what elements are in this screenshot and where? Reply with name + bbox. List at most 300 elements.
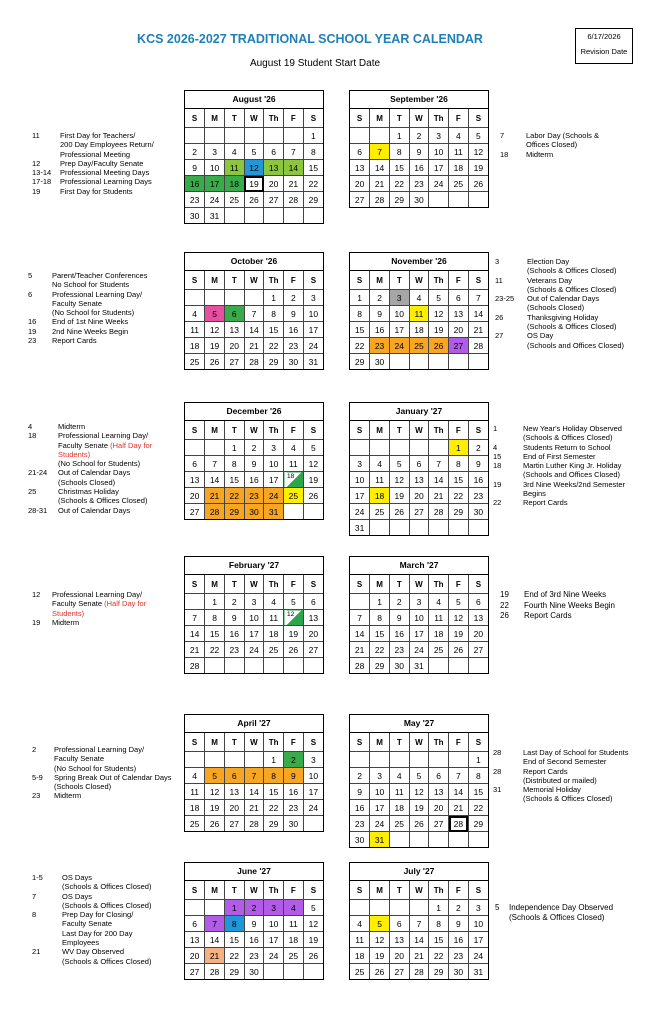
day-cell: 6	[449, 290, 469, 306]
note-text-part: Prep Day/Faculty Senate	[60, 158, 144, 168]
weekday-header: S	[185, 109, 205, 128]
note-text	[58, 431, 148, 440]
revision-label: Revision Date	[580, 47, 628, 56]
weekday-header: W	[244, 575, 264, 594]
weekday-header: M	[205, 421, 225, 440]
month-grid	[185, 271, 323, 369]
day-cell: 10	[350, 472, 370, 488]
calendar-february-2027	[184, 556, 324, 674]
empty-cell	[370, 900, 390, 916]
note-text-part: Prep Day for Closing/	[62, 910, 134, 920]
notes-october	[28, 271, 182, 345]
note-date: 5	[28, 271, 33, 280]
day-cell: 26	[244, 192, 264, 208]
day-cell: 2	[449, 900, 469, 916]
note-line	[500, 140, 650, 149]
note-text	[62, 910, 133, 919]
note-text	[58, 506, 130, 515]
note-text-part: Out of Calendar Days	[58, 468, 131, 478]
day-cell: 22	[224, 948, 244, 964]
day-cell: 9	[409, 144, 429, 160]
weekday-header: Th	[264, 421, 284, 440]
day-cell: 17	[389, 322, 409, 338]
week-row	[350, 784, 488, 800]
day-cell: 24	[389, 338, 409, 354]
weekday-header: T	[389, 109, 409, 128]
note-line	[495, 313, 655, 322]
day-cell: 25	[429, 642, 449, 658]
day-cell: 3	[350, 456, 370, 472]
notes-november	[495, 257, 655, 350]
revision-box	[575, 28, 633, 64]
day-cell: 28	[284, 192, 304, 208]
day-cell: 23	[468, 488, 488, 504]
weekday-header: W	[409, 881, 429, 900]
day-cell	[284, 610, 304, 626]
weekday-header: F	[284, 881, 304, 900]
day-cell: 7	[284, 144, 304, 160]
day-cell: 24	[264, 948, 284, 964]
note-line	[32, 754, 184, 763]
day-cell: 22	[205, 642, 225, 658]
note-text	[523, 461, 621, 470]
note-text-part: Report Cards	[523, 498, 568, 508]
note-text	[509, 913, 604, 922]
note-text	[524, 611, 572, 620]
day-cell: 20	[185, 948, 205, 964]
empty-cell	[449, 520, 469, 536]
day-cell: 29	[468, 816, 488, 832]
day-cell: 4	[389, 768, 409, 784]
day-cell: 2	[244, 440, 264, 456]
day-cell: 12	[429, 306, 449, 322]
weekday-header: W	[409, 575, 429, 594]
month-title: September '26	[350, 91, 488, 109]
day-cell: 11	[185, 784, 205, 800]
day-cell: 11	[449, 144, 469, 160]
empty-cell	[468, 658, 488, 674]
weekday-header: Th	[264, 881, 284, 900]
day-cell: 24	[205, 192, 225, 208]
day-cell: 11	[264, 610, 284, 626]
month-grid	[185, 733, 323, 831]
note-text	[523, 470, 620, 479]
day-cell: 14	[370, 160, 390, 176]
day-cell: 12	[205, 322, 225, 338]
day-cell: 17	[429, 160, 449, 176]
day-cell: 21	[284, 176, 304, 192]
day-cell: 27	[224, 354, 244, 370]
day-cell: 18	[350, 948, 370, 964]
notes-may	[493, 748, 655, 804]
note-text	[58, 441, 152, 450]
day-cell: 30	[284, 816, 304, 832]
day-cell: 20	[224, 800, 244, 816]
day-cell: 12	[303, 916, 323, 932]
note-text-part: (Schools and Offices Closed)	[523, 470, 620, 480]
weekday-header: T	[224, 575, 244, 594]
day-cell: 29	[429, 964, 449, 980]
day-cell: 25	[409, 338, 429, 354]
day-cell: 20	[468, 626, 488, 642]
day-cell: 14	[205, 932, 225, 948]
note-text	[523, 785, 581, 794]
day-cell: 29	[303, 192, 323, 208]
note-line	[28, 271, 182, 280]
note-text	[62, 947, 124, 956]
day-cell: 25	[389, 816, 409, 832]
empty-cell	[389, 440, 409, 456]
day-cell: 29	[224, 504, 244, 520]
note-text-part: Faculty Senate	[62, 919, 113, 929]
week-row	[185, 626, 323, 642]
day-cell: 8	[468, 768, 488, 784]
day-cell: 20	[224, 338, 244, 354]
note-text-part: (Schools & Offices Closed)	[527, 322, 617, 332]
note-text-part: Faculty Senate	[58, 440, 111, 450]
day-cell: 25	[370, 504, 390, 520]
day-cell: 9	[284, 306, 304, 322]
day-cell: 2	[284, 752, 304, 768]
note-line	[493, 748, 655, 757]
day-cell: 17	[303, 322, 323, 338]
empty-cell	[284, 504, 304, 520]
week-row	[350, 816, 488, 832]
note-text	[523, 794, 612, 803]
note-date: 22	[500, 600, 509, 610]
day-cell: 9	[468, 456, 488, 472]
note-text	[526, 150, 553, 159]
note-line	[32, 773, 184, 782]
note-text	[523, 443, 611, 452]
note-line	[495, 341, 655, 350]
note-text-part: (Schools Closed)	[527, 303, 585, 313]
note-text-part: Professional Learning Day/	[58, 431, 149, 441]
weekday-header: F	[284, 109, 304, 128]
week-row	[350, 948, 488, 964]
note-text	[54, 754, 104, 763]
day-cell: 18	[389, 800, 409, 816]
day-cell: 28	[449, 816, 469, 832]
day-cell: 18	[284, 932, 304, 948]
day-cell: 10	[409, 610, 429, 626]
empty-cell	[449, 832, 469, 848]
empty-cell	[264, 128, 284, 144]
empty-cell	[303, 964, 323, 980]
note-date: 19	[493, 479, 502, 489]
day-cell: 14	[449, 784, 469, 800]
day-cell: 1	[389, 128, 409, 144]
week-row	[185, 900, 323, 916]
day-cell: 27	[185, 504, 205, 520]
day-cell: 5	[409, 768, 429, 784]
day-cell: 6	[468, 594, 488, 610]
day-cell: 19	[205, 338, 225, 354]
note-text	[54, 745, 144, 754]
note-line	[32, 957, 182, 966]
weekday-header: W	[244, 881, 264, 900]
day-cell: 23	[284, 800, 304, 816]
note-date: 18	[493, 461, 502, 471]
week-row	[185, 338, 323, 354]
page-title: KCS 2026-2027 TRADITIONAL SCHOOL YEAR CALENDAR	[137, 32, 483, 46]
day-cell: 9	[284, 768, 304, 784]
day-cell: 14	[284, 160, 304, 176]
day-cell: 7	[449, 768, 469, 784]
month-grid	[185, 109, 323, 223]
day-cell: 28	[244, 354, 264, 370]
empty-cell	[303, 504, 323, 520]
notes-february	[32, 590, 182, 627]
day-cell: 5	[284, 594, 304, 610]
day-cell: 22	[303, 176, 323, 192]
note-text	[524, 590, 606, 599]
weekday-header: W	[409, 271, 429, 290]
day-cell: 18	[370, 488, 390, 504]
day-cell: 22	[264, 800, 284, 816]
note-date: 1-5	[32, 873, 43, 882]
week-row	[350, 642, 488, 658]
day-cell: 16	[370, 322, 390, 338]
day-cell: 1	[429, 900, 449, 916]
weekday-header: M	[370, 733, 390, 752]
empty-cell	[185, 290, 205, 306]
day-cell: 23	[185, 192, 205, 208]
note-line	[32, 947, 182, 956]
day-cell: 1	[264, 752, 284, 768]
note-line	[28, 496, 182, 505]
day-cell: 14	[185, 626, 205, 642]
empty-cell	[264, 964, 284, 980]
day-cell: 27	[468, 642, 488, 658]
day-cell: 12	[370, 932, 390, 948]
day-cell: 2	[409, 128, 429, 144]
day-cell: 25	[264, 642, 284, 658]
day-cell: 9	[449, 916, 469, 932]
note-text	[526, 131, 599, 140]
empty-cell	[429, 192, 449, 208]
note-text-part: Employees	[62, 938, 100, 948]
day-cell: 29	[389, 192, 409, 208]
note-text-part: First Day for Students	[60, 186, 133, 196]
note-text-part: (No School for Students)	[52, 308, 135, 318]
note-line	[32, 177, 182, 186]
note-line	[32, 782, 184, 791]
note-text	[52, 609, 84, 618]
note-line	[32, 764, 184, 773]
day-cell: 16	[185, 176, 205, 192]
day-cell: 7	[370, 144, 390, 160]
note-text-part: Midterm	[526, 149, 554, 159]
note-line	[500, 590, 650, 601]
day-cell: 10	[303, 306, 323, 322]
week-row	[185, 504, 323, 520]
day-cell: 26	[303, 488, 323, 504]
note-text	[58, 468, 130, 477]
day-cell: 11	[284, 916, 304, 932]
note-date: 23-25	[495, 294, 515, 304]
note-text	[52, 590, 142, 599]
note-text	[527, 331, 553, 340]
day-cell: 9	[185, 160, 205, 176]
day-cell: 15	[224, 472, 244, 488]
empty-cell	[185, 594, 205, 610]
week-row	[350, 354, 488, 370]
day-cell: 10	[370, 784, 390, 800]
calendar-november-2026	[349, 252, 489, 370]
day-cell: 2	[224, 594, 244, 610]
note-line	[32, 150, 182, 159]
day-cell: 18	[264, 626, 284, 642]
day-cell: 26	[284, 642, 304, 658]
note-line	[495, 285, 655, 294]
week-row	[350, 832, 488, 848]
day-cell: 25	[350, 964, 370, 980]
notes-march	[500, 590, 650, 622]
day-cell: 24	[370, 816, 390, 832]
day-cell: 16	[244, 932, 264, 948]
month-title: May '27	[350, 715, 488, 733]
calendar-october-2026	[184, 252, 324, 370]
note-text-part: Midterm	[58, 422, 86, 431]
note-line	[32, 929, 182, 938]
note-date: 28-31	[28, 505, 48, 515]
note-line	[493, 767, 655, 776]
note-text-part: Faculty Senate	[52, 298, 103, 308]
week-row	[185, 752, 323, 768]
note-text-part: Midterm	[54, 791, 82, 801]
week-row	[350, 932, 488, 948]
note-line	[32, 910, 182, 919]
note-date: 4	[493, 442, 498, 452]
note-date: 7	[500, 131, 505, 140]
day-cell: 3	[205, 144, 225, 160]
notes-august	[32, 131, 182, 196]
day-cell: 18	[224, 176, 244, 192]
weekday-header: F	[284, 575, 304, 594]
note-text-part: (Schools & Offices Closed)	[509, 913, 605, 922]
day-cell: 20	[409, 488, 429, 504]
note-text-part: (Schools & Offices Closed)	[62, 882, 152, 892]
day-cell: 5	[370, 916, 390, 932]
calendar-august-2026	[184, 90, 324, 224]
day-cell: 8	[389, 144, 409, 160]
note-text	[527, 322, 616, 331]
note-text	[60, 159, 143, 168]
day-cell: 24	[244, 642, 264, 658]
note-text	[58, 496, 147, 505]
note-line	[32, 187, 182, 196]
note-date: 18	[28, 431, 37, 441]
month-grid	[350, 575, 488, 673]
day-cell: 29	[264, 354, 284, 370]
note-line	[495, 303, 655, 312]
day-cell: 18	[429, 626, 449, 642]
day-cell: 8	[370, 610, 390, 626]
note-text	[509, 903, 613, 912]
weekday-header: Th	[429, 881, 449, 900]
note-date: 19	[500, 590, 509, 599]
empty-cell	[205, 900, 225, 916]
calendar-july-2027	[349, 862, 489, 980]
note-date: 22	[493, 498, 502, 508]
day-cell: 5	[449, 594, 469, 610]
note-text	[62, 901, 151, 910]
note-text	[62, 957, 151, 966]
day-cell: 19	[284, 626, 304, 642]
day-cell: 21	[468, 322, 488, 338]
day-cell: 10	[264, 916, 284, 932]
note-date: 31	[493, 785, 502, 795]
weekday-header: T	[389, 575, 409, 594]
day-cell: 14	[205, 472, 225, 488]
day-cell: 11	[284, 456, 304, 472]
note-text	[62, 929, 132, 938]
day-cell: 4	[370, 456, 390, 472]
note-line	[28, 422, 182, 431]
weekday-header: S	[350, 881, 370, 900]
day-cell: 6	[185, 456, 205, 472]
note-line	[493, 470, 655, 479]
note-text-part: Faculty Senate	[54, 754, 105, 764]
week-row	[185, 948, 323, 964]
empty-cell	[370, 752, 390, 768]
note-text	[523, 433, 612, 442]
weekday-header: F	[449, 421, 469, 440]
note-line	[28, 459, 182, 468]
day-cell: 28	[468, 338, 488, 354]
note-text-part: Report Cards	[524, 611, 572, 620]
note-line	[493, 757, 655, 766]
note-text	[52, 299, 102, 308]
empty-cell	[185, 752, 205, 768]
note-date: 5	[495, 903, 500, 912]
note-line	[493, 489, 655, 498]
empty-cell	[224, 208, 244, 224]
day-cell: 7	[429, 456, 449, 472]
empty-cell	[224, 128, 244, 144]
day-cell: 7	[205, 456, 225, 472]
empty-cell	[389, 900, 409, 916]
empty-cell	[409, 900, 429, 916]
note-line	[28, 290, 182, 299]
note-line	[28, 317, 182, 326]
empty-cell	[303, 208, 323, 224]
day-cell: 26	[449, 642, 469, 658]
note-text	[523, 757, 606, 766]
day-cell: 21	[244, 800, 264, 816]
note-line	[32, 938, 182, 947]
day-cell: 19	[449, 626, 469, 642]
day-cell: 25	[224, 192, 244, 208]
note-text-part: Offices Closed)	[526, 140, 578, 150]
day-cell: 4	[429, 594, 449, 610]
day-cell: 23	[389, 642, 409, 658]
note-half-day: Students)	[58, 449, 91, 459]
day-cell: 18	[409, 322, 429, 338]
empty-cell	[389, 354, 409, 370]
weekday-header: T	[224, 733, 244, 752]
weekday-header: T	[224, 271, 244, 290]
empty-cell	[303, 816, 323, 832]
day-cell: 16	[244, 472, 264, 488]
day-cell: 18	[185, 338, 205, 354]
day-cell: 13	[468, 610, 488, 626]
day-cell: 12	[409, 784, 429, 800]
day-cell: 27	[350, 192, 370, 208]
weekday-header: T	[389, 271, 409, 290]
note-text-part: End of First Semester	[523, 451, 596, 461]
